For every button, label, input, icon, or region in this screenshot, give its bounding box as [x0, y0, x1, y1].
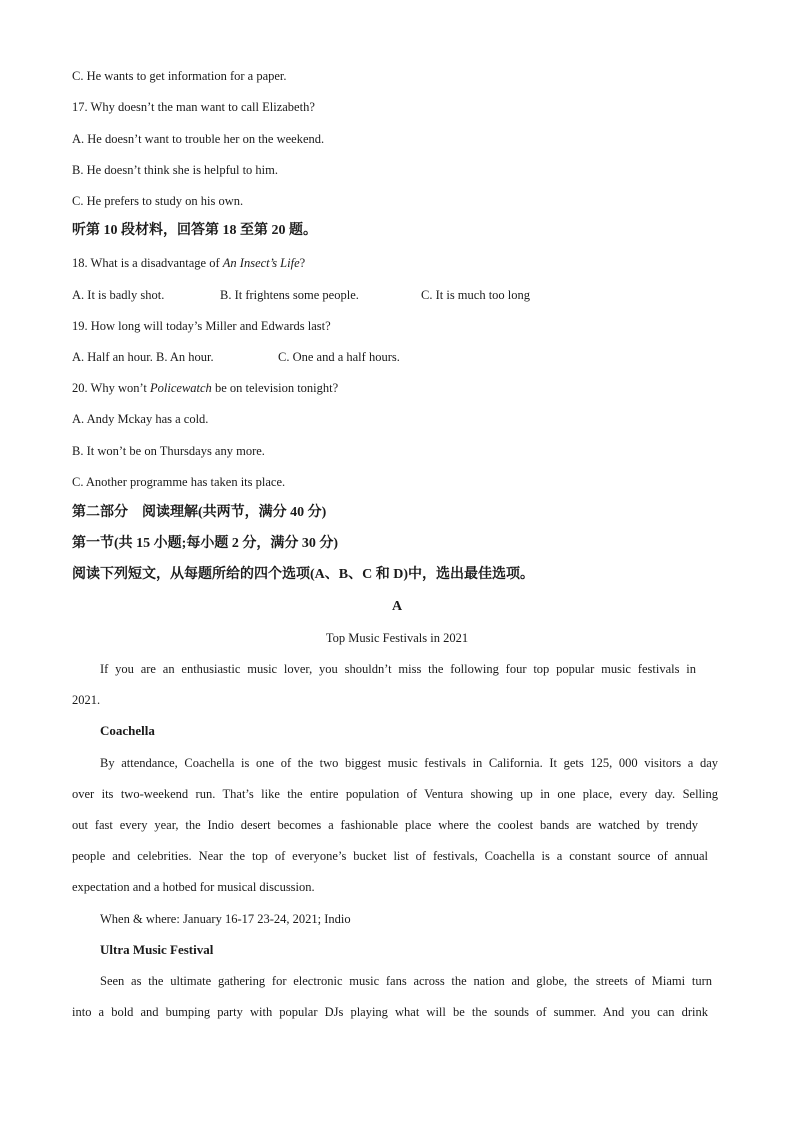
- q19-options: [72, 349, 718, 365]
- coachella-line-3: out fast every year, the Indio desert becomes a fashionable place where the coolest bands are watched by trendy: [72, 818, 698, 832]
- q19-option-c: C. One and a half hours.: [278, 350, 400, 364]
- section1-header: 第一节(共 15 小题;每小题 2 分，满分 30 分): [72, 536, 338, 551]
- ultra-heading: Ultra Music Festival: [100, 942, 214, 957]
- q17-option-b: B. He doesn’t think she is helpful to him.: [72, 163, 279, 177]
- q18-option-c: C. It is much too long: [421, 288, 531, 302]
- coachella-heading: Coachella: [100, 723, 155, 738]
- intro-line-1: If you are an enthusiastic music lover, you shouldn’t miss the following four top popular music festivals in: [100, 662, 696, 676]
- ultra-line-1: Seen as the ultimate gathering for electronic music fans across the nation and globe, the streets of Miami turn: [100, 974, 712, 988]
- ultra-line-2: into a bold and bumping party with popular DJs playing what will be the sounds of summer. And you can drink: [72, 1005, 708, 1019]
- coachella-line-5: expectation and a hotbed for musical discussion.: [72, 880, 315, 894]
- q20-question: 20. Why won’t Policewatch be on television tonight?: [72, 381, 339, 395]
- reading-instruction: 阅读下列短文，从每题所给的四个选项(A、B、C 和 D)中，选出最佳选项。: [72, 567, 534, 582]
- q18-option-b: B. It frightens some people.: [220, 288, 359, 302]
- q16-option-c: C. He wants to get information for a paper.: [72, 69, 287, 83]
- coachella-line-2: over its two-weekend run. That’s like the entire population of Ventura showing up in one place, every day. Selling: [72, 787, 718, 801]
- q17-option-c: C. He prefers to study on his own.: [72, 194, 244, 208]
- passage-title: Top Music Festivals in 2021: [325, 631, 469, 645]
- q17-option-a: A. He doesn’t want to trouble her on the weekend.: [72, 132, 325, 146]
- section10-header: 听第 10 段材料，回答第 18 至第 20 题。: [72, 223, 317, 238]
- q20-option-a: A. Andy Mckay has a cold.: [72, 412, 209, 426]
- part2-header: 第二部分 阅读理解(共两节，满分 40 分): [72, 505, 327, 520]
- intro-line-2: 2021.: [72, 693, 101, 707]
- q20-option-c: C. Another programme has taken its place.: [72, 475, 286, 489]
- q17-question: 17. Why doesn’t the man want to call Elizabeth?: [72, 100, 315, 114]
- q19-option-ab: A. Half an hour. B. An hour.: [72, 350, 214, 364]
- coachella-line-1: By attendance, Coachella is one of the two biggest music festivals in California. It gets 125, 000 visitors a day: [100, 756, 718, 770]
- q18-option-a: A. It is badly shot.: [72, 288, 165, 302]
- passage-letter: A: [391, 599, 403, 614]
- q18-options: [72, 287, 718, 303]
- coachella-when-where: When & where: January 16-17 23-24, 2021; Indio: [100, 912, 351, 926]
- coachella-line-4: people and celebrities. Near the top of everyone’s bucket list of festivals, Coachella is a constant source of annual: [72, 849, 708, 863]
- q19-question: 19. How long will today’s Miller and Edwards last?: [72, 319, 331, 333]
- q18-question: 18. What is a disadvantage of An Insect’s Life?: [72, 256, 306, 270]
- q20-option-b: B. It won’t be on Thursdays any more.: [72, 444, 265, 458]
